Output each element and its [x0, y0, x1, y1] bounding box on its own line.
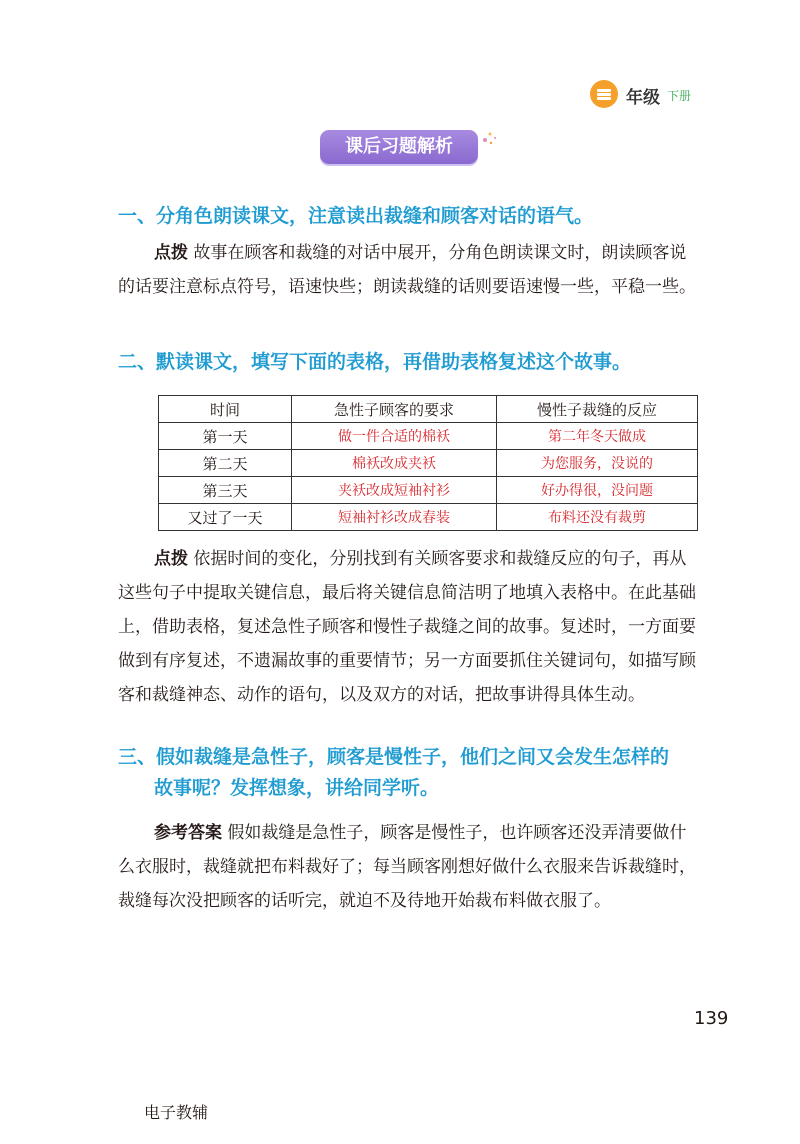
table-row	[159, 504, 698, 531]
row-response: 好办得很，没问题	[497, 477, 698, 504]
footer-label: 电子教辅	[144, 1103, 209, 1122]
hint-text: 依据时间的变化，分别找到有关顾客要求和裁缝反应的句子，再从这些句子中提取关键信息，最后将关键信息简洁明了地填入表格中。在此基础上，借助表格，复述急性子顾客和慢性子裁缝之间的故事。复述时，一方面要做到有序复述，不遗漏故事的重要情节；另一方面要抓住关键词句，如描写顾客和裁缝神态、动作的语句，以及双方的对话，把故事讲得具体生动。	[118, 549, 696, 705]
header-tailor: 慢性子裁缝的反应	[497, 396, 698, 423]
question-1-heading: 一、分角色朗读课文，注意读出裁缝和顾客对话的语气。	[118, 205, 594, 227]
row-request: 做一件合适的棉袄	[292, 423, 497, 450]
question-3-answer	[118, 816, 698, 918]
row-time: 第二天	[159, 450, 292, 477]
header-customer: 急性子顾客的要求	[292, 396, 497, 423]
question-2-heading: 二、默读课文，填写下面的表格，再借助表格复述这个故事。	[118, 351, 632, 373]
row-request: 夹袄改成短袖衬衫	[292, 477, 497, 504]
row-time: 第一天	[159, 423, 292, 450]
volume-label: 下册	[667, 89, 692, 103]
hint-text: 故事在顾客和裁缝的对话中展开，分角色朗读课文时，朗读顾客说的话要注意标点符号，语速快些；朗读裁缝的话则要语速慢一些，平稳一些。	[118, 243, 696, 297]
hint-label: 点拨	[154, 549, 188, 569]
table-row	[159, 477, 698, 504]
header-time: 时间	[159, 396, 292, 423]
row-request: 棉袄改成夹袄	[292, 450, 497, 477]
row-time: 又过了一天	[159, 504, 292, 531]
story-table	[158, 395, 698, 531]
question-1-hint	[118, 236, 698, 304]
row-response: 第二年冬天做成	[497, 423, 698, 450]
table-row	[159, 450, 698, 477]
row-request: 短袖衬衫改成春装	[292, 504, 497, 531]
answer-label: 参考答案	[154, 823, 222, 843]
table-header-row	[159, 396, 698, 423]
grade-badge	[590, 80, 618, 108]
hint-label: 点拨	[154, 243, 188, 263]
row-response: 为您服务，没说的	[497, 450, 698, 477]
row-response: 布料还没有裁剪	[497, 504, 698, 531]
question-3-heading-line1: 三、假如裁缝是急性子，顾客是慢性子，他们之间又会发生怎样的	[118, 746, 670, 768]
table-row	[159, 423, 698, 450]
question-3-heading-line2: 故事呢？发挥想象，讲给同学听。	[154, 777, 440, 799]
answer-text: 假如裁缝是急性子，顾客是慢性子，也许顾客还没弄清要做什么衣服时，裁缝就把布料裁好了；每当顾客刚想好做什么衣服来告诉裁缝时，裁缝每次没把顾客的话听完，就迫不及待地开始裁布料做衣服了。	[118, 823, 696, 911]
sparkle-icon	[481, 128, 503, 150]
grade-label: 年级	[626, 88, 660, 108]
page-number: 139	[694, 1008, 729, 1029]
question-2-hint	[118, 542, 698, 712]
section-title: 课后习题解析	[320, 130, 478, 164]
row-time: 第三天	[159, 477, 292, 504]
